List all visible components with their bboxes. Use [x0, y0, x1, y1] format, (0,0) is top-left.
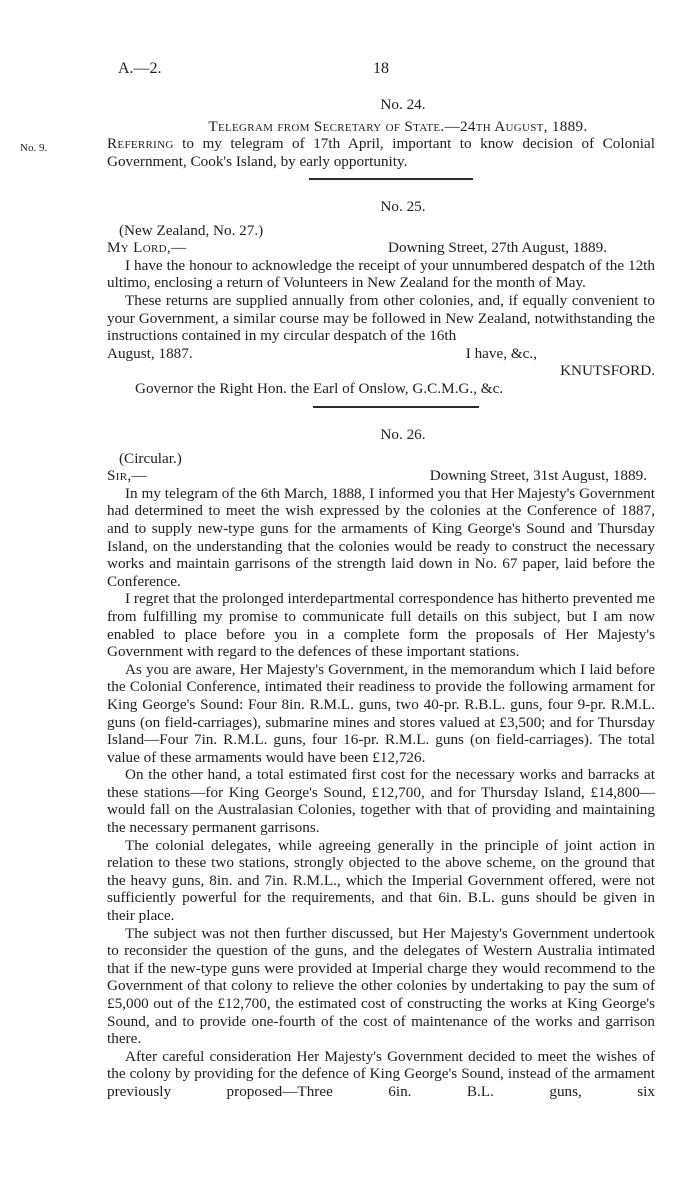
doc26-number: No. 26. — [380, 426, 426, 443]
doc25-salutation-line — [107, 239, 655, 257]
doc25-number: No. 25. — [380, 198, 426, 215]
doc26-salutation: Sir,— — [107, 467, 147, 485]
doc24-number: No. 24. — [380, 96, 426, 113]
doc25-paragraph-2: These returns are supplied annually from other colonies, and, if equally convenient to your Government, a similar course may be followed in New Zealand, notwithstanding the instructions contained in my circular despatch of the 16th — [107, 291, 655, 345]
document-no-25 — [107, 198, 655, 408]
doc25-salutation: My Lord,— — [107, 239, 187, 257]
doc25-closing: I have, &c., — [465, 344, 537, 362]
doc25-paragraph-1: I have the honour to acknowledge the receipt of your unnumbered despatch of the 12th ultimo, enclosing a return of Volunteers in New Zealand for the month of May. — [107, 256, 655, 292]
doc26-paragraph: I regret that the prolonged interdepartmental correspondence has hitherto prevented me from fulfilling my promise to communicate full details on this subject, but I am now enabled to place before you in a complete form the proposals of Her Majesty's Government with regard to the defences of these important stations. — [107, 590, 655, 661]
doc25-signature: KNUTSFORD. — [560, 362, 655, 380]
doc26-paragraph: In my telegram of the 6th March, 1888, I informed you that Her Majesty's Government had determined to meet the wish expressed by the colonies at the Conference of 1887, and to supply new-type guns for the armaments of King George's Sound and Thursday Island, on the understanding that the colonies would be ready to construct the necessary works and maintain garrisons of the strength laid down in No. 67 paper, laid before the Conference. — [107, 484, 655, 590]
doc24-heading-rest: from Secretary of State.—24th August, 1889. — [273, 117, 588, 135]
doc24-body-first: Referring — [107, 135, 174, 153]
doc26-paragraph: The subject was not then further discussed, but Her Majesty's Government undertook to reconsider the question of the guns, and the delegates of Western Australia intimated that if the new-type guns were provided at Imperial charge they would recommend to the Government of that colony to relieve the other colonies by undertaking to pay the sum of £5,000 out of the £12,700, the estimated cost of constructing the works at King George's Sound, and to provide one-fourth of the cost of maintenance of the works and garrison there. — [107, 924, 655, 1048]
doc24-body — [107, 135, 655, 170]
document-no-26 — [107, 426, 655, 1101]
doc26-place-date: Downing Street, 31st August, 1889. — [429, 467, 647, 485]
doc26-reference: (Circular.) — [119, 449, 182, 467]
document-no-24 — [107, 96, 655, 180]
doc26-paragraph: On the other hand, a total estimated first cost for the necessary works and barracks at these stations—for King George's Sound, £12,700, and for Thursday Island, £14,800—would fall on the Australasian Colonies, together with that of providing and maintaining the necessary permanent garrisons. — [107, 766, 655, 837]
doc26-paragraph: The colonial delegates, while agreeing generally in the principle of joint action in relation to these two stations, strongly objected to the above scheme, on the ground that the heavy guns, 8in. and 7in. R.M.L., which the Imperial Government offered, were not sufficiently powerful for the requirements, and that 6in. B.L. guns should be given in their place. — [107, 836, 655, 925]
doc25-reference: (New Zealand, No. 27.) — [119, 221, 264, 239]
section-divider — [309, 178, 473, 180]
doc26-salutation-line — [107, 467, 655, 485]
doc24-body-rest: to my telegram of 17th April, important to know decision of Colonial Government, Cook's Island, by early opportunity. — [107, 135, 655, 170]
doc24-heading — [107, 118, 655, 136]
doc26-paragraph: As you are aware, Her Majesty's Government, in the memorandum which I laid before the Colonial Conference, intimated their readiness to provide the following armament for King George's Sound: Four 8in. R.M.L. guns, two 40-pr. R.B.L. guns, four 9-pr. R.M.L. guns (on field-carriages), submarine mines and stores valued at £3,500; and for Thursday Island—Four 7in. R.M.L. guns, four 16-pr. R.M.L. guns (on field-carriages). The total value of these armaments would have been £12,726. — [107, 660, 655, 766]
doc25-paragraph-2-end: August, 1887. — [107, 344, 193, 362]
section-divider — [313, 406, 479, 408]
doc25-closing-line — [107, 345, 655, 363]
doc26-paragraph: After careful consideration Her Majesty's Government decided to meet the wishes of the colony by providing for the defence of King George's Sound, instead of the armament previously proposed—Three 6in. B.L. guns, six — [107, 1047, 655, 1100]
doc25-addressee: Governor the Right Hon. the Earl of Onslow, G.C.M.G., &c. — [135, 379, 504, 397]
series-reference: A.—2. — [118, 60, 162, 77]
page-number: 18 — [373, 60, 389, 77]
doc24-heading-prefix: Telegram — [208, 117, 274, 135]
margin-note: No. 9. — [20, 142, 48, 154]
doc25-place-date: Downing Street, 27th August, 1889. — [388, 239, 607, 257]
